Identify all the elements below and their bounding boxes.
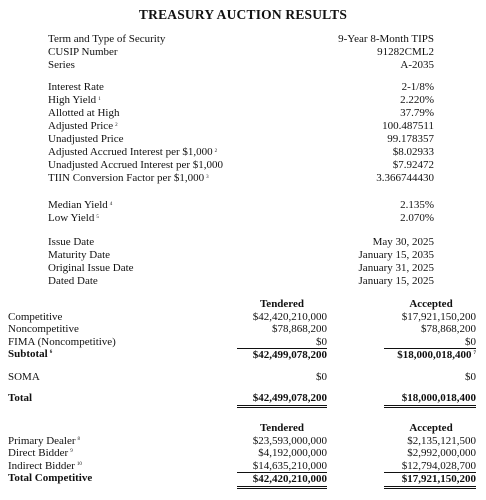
accepted-value: $2,135,121,500 <box>407 434 476 447</box>
row-label: Noncompetitive <box>8 323 79 335</box>
page-title: TREASURY AUCTION RESULTS <box>138 7 348 22</box>
info-row <box>48 249 434 262</box>
info-value: $7.92472 <box>392 159 434 171</box>
info-label: Adjusted Accrued Interest per $1,000 $^2$ <box>48 146 218 158</box>
info-label: Issue Date <box>48 236 95 248</box>
info-value: 9-Year 8-Month TIPS <box>338 33 434 45</box>
tendered-value: $42,499,078,200 <box>237 392 327 408</box>
total-competitive-row <box>8 472 478 485</box>
info-row <box>48 133 434 146</box>
info-value: May 30, 2025 <box>372 236 434 248</box>
info-value: 2.070% <box>400 212 434 224</box>
accepted-value: $0 <box>465 335 476 348</box>
info-label: Low Yield $^5$ <box>48 212 99 224</box>
accepted-value: $18,000,018,400 $^7$ <box>384 348 476 362</box>
tendered-value: $42,420,210,000 <box>252 310 327 323</box>
info-label: Median Yield $^4$ <box>48 199 113 211</box>
info-row <box>48 59 434 72</box>
table-header-row <box>8 422 478 435</box>
info-row <box>48 275 434 288</box>
total-row <box>8 392 478 405</box>
table-row <box>8 447 478 460</box>
info-label: Unadjusted Accrued Interest per $1,000 <box>48 159 224 171</box>
table-row <box>8 435 478 448</box>
info-row <box>48 81 434 94</box>
footnote-marker: 3 <box>206 175 209 180</box>
footnote-marker: 8 <box>77 436 80 442</box>
info-value: 2.135% <box>400 199 434 211</box>
tendered-header: Tendered <box>259 298 304 310</box>
footnote-marker: 4 <box>109 202 113 207</box>
info-label: Series <box>48 59 75 71</box>
info-row <box>48 236 434 249</box>
footnote-marker: 10 <box>76 461 82 467</box>
accepted-value: $0 <box>465 370 476 383</box>
info-label: Term and Type of Security <box>48 33 166 45</box>
accepted-value: $17,921,150,200 <box>384 472 476 489</box>
tendered-value: $0 <box>316 335 327 348</box>
info-row <box>48 107 434 120</box>
tendered-value: $78,868,200 <box>272 323 327 335</box>
info-label: Interest Rate <box>48 81 104 93</box>
info-value: 99.178357 <box>387 133 434 145</box>
info-row <box>48 33 434 46</box>
info-value: 2-1/8% <box>401 81 434 93</box>
accepted-value: $18,000,018,400 <box>384 392 476 408</box>
table-row <box>8 323 478 336</box>
info-value: 91282CML2 <box>377 46 434 58</box>
table-row <box>8 460 478 473</box>
info-label: Allotted at High <box>48 107 120 119</box>
row-label: Total Competitive <box>8 472 93 484</box>
info-row <box>48 46 434 59</box>
accepted-value: $78,868,200 <box>421 323 476 335</box>
tendered-value: $4,192,000,000 <box>258 447 327 459</box>
tendered-value: $14,635,210,000 <box>252 459 327 472</box>
info-row <box>48 262 434 275</box>
accepted-value: $2,992,000,000 <box>407 447 476 459</box>
row-label: Total <box>8 392 33 404</box>
info-value: 3.366744430 <box>376 172 434 184</box>
info-label: Dated Date <box>48 275 98 287</box>
info-label: Original Issue Date <box>48 262 134 274</box>
info-label: CUSIP Number <box>48 46 118 58</box>
info-value: A-2035 <box>400 59 434 71</box>
row-label: Primary Dealer $^8$ <box>8 434 80 447</box>
footnote-marker: 9 <box>70 449 73 454</box>
footnote-marker: 7 <box>473 351 476 356</box>
info-row <box>48 212 434 225</box>
footnote-marker: 6 <box>49 350 53 355</box>
info-label: TIIN Conversion Factor per $1,000 $^3$ <box>48 172 209 184</box>
info-row <box>48 146 434 159</box>
tendered-value: $0 <box>316 370 327 383</box>
accepted-header: Accepted <box>409 298 453 310</box>
info-value: 37.79% <box>400 107 434 119</box>
row-label: Subtotal $^6$ <box>8 348 53 360</box>
footnote-marker: 1 <box>98 97 101 102</box>
dates-section <box>48 236 434 288</box>
footnote-marker: 5 <box>96 215 99 220</box>
info-label: Adjusted Price $^2$ <box>48 120 118 132</box>
yield-section <box>48 199 434 225</box>
info-label: High Yield $^1$ <box>48 94 101 106</box>
security-info-section <box>48 33 434 72</box>
info-row <box>48 172 434 185</box>
tender-table <box>8 298 478 405</box>
accepted-header: Accepted <box>409 422 453 434</box>
info-value: 100.487511 <box>382 120 434 132</box>
footnote-marker: 2 <box>214 149 218 154</box>
tendered-header: Tendered <box>259 422 304 434</box>
table-row <box>8 311 478 324</box>
tendered-value: $23,593,000,000 <box>252 434 327 447</box>
info-row <box>48 159 434 172</box>
tendered-value: $42,420,210,000 <box>237 472 327 489</box>
accepted-value: $17,921,150,200 <box>401 310 476 323</box>
row-label: FIMA (Noncompetitive) <box>8 335 116 348</box>
info-value: 2.220% <box>400 94 434 106</box>
tendered-value: $42,499,078,200 <box>237 348 327 362</box>
row-label: Competitive <box>8 310 63 323</box>
info-value: January 15, 2035 <box>358 249 434 261</box>
subtotal-row <box>8 348 478 361</box>
footnote-marker: 2 <box>115 123 118 128</box>
bidder-table <box>8 422 478 485</box>
info-row <box>48 199 434 212</box>
info-value: January 15, 2025 <box>358 275 434 287</box>
soma-row <box>8 371 478 384</box>
table-row <box>8 336 478 349</box>
table-header-row <box>8 298 478 311</box>
info-value: $8.02933 <box>392 146 434 158</box>
pricing-section <box>48 81 434 185</box>
info-row <box>48 120 434 133</box>
info-label: Maturity Date <box>48 249 111 261</box>
info-label: Unadjusted Price <box>48 133 124 145</box>
row-label: Direct Bidder $^9$ <box>8 447 73 459</box>
accepted-value: $12,794,028,700 <box>401 459 476 472</box>
info-value: January 31, 2025 <box>358 262 434 274</box>
row-label: Indirect Bidder $^{10}$ <box>8 459 82 472</box>
row-label: SOMA <box>8 370 40 383</box>
info-row <box>48 94 434 107</box>
